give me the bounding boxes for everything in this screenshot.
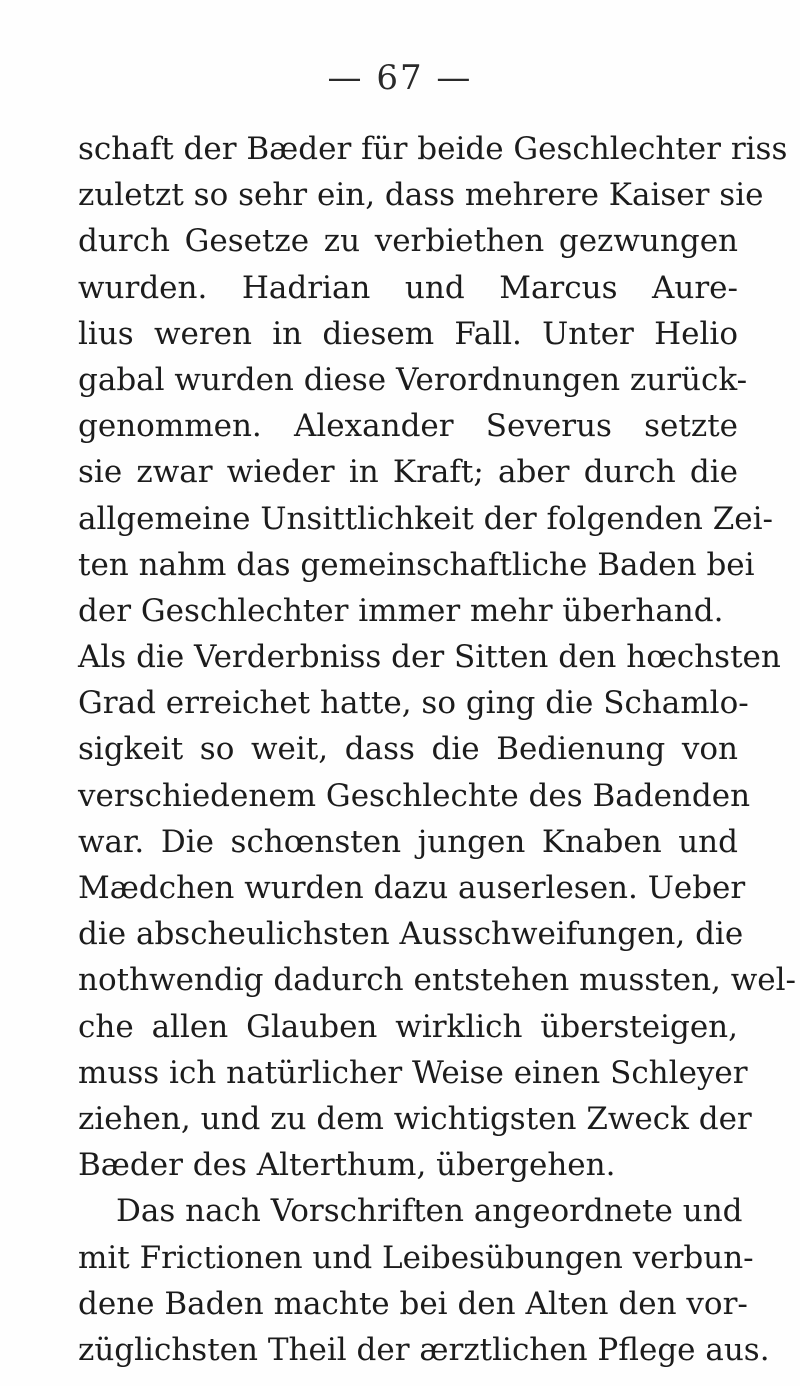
text-line: war. Die schœnsten jungen Knaben und (78, 823, 738, 860)
text-line: Mædchen wurden dazu auserlesen. Ueber (78, 870, 746, 906)
text-line: muss ich natürlicher Weise einen Schleyer (78, 1054, 748, 1091)
text-line: ten nahm das gemeinschaftliche Baden bei (78, 546, 755, 583)
text-line: Das nach Vorschriften angeordnete und (116, 1193, 743, 1230)
page-number: — 67 — (327, 58, 473, 98)
text-line: schaft der Bæder für beide Geschlechter riss (78, 131, 788, 167)
text-line: nothwendig dadurch entstehen mussten, wel- (78, 962, 797, 999)
text-line: durch Gesetze zu verbiethen gezwungen (78, 223, 738, 260)
text-line: Bæder des Alterthum, übergehen. (78, 1147, 616, 1184)
text-line: sigkeit so weit, dass die Bedienung von (78, 731, 738, 768)
text-line: lius weren in diesem Fall. Unter Helio (78, 315, 738, 352)
text-line: züglichsten Theil der ærztlichen Pflege aus. (78, 1331, 770, 1368)
text-line: Als die Verderbniss der Sitten den hœchsten (78, 639, 781, 676)
text-line: verschiedenem Geschlechte des Badenden (78, 777, 751, 814)
text-line: sie zwar wieder in Kraft; aber durch die (78, 454, 738, 491)
text-line: Grad erreichet hatte, so ging die Schamlo- (78, 685, 749, 722)
text-line: mit Frictionen und Leibesübungen verbun- (78, 1239, 754, 1276)
text-line: wurden. Hadrian und Marcus Aure- (78, 269, 738, 306)
text-line: ziehen, und zu dem wichtigsten Zweck der (78, 1100, 752, 1137)
text-line: der Geschlechter immer mehr überhand. (78, 592, 724, 629)
text-line: genommen. Alexander Severus setzte (78, 408, 738, 445)
text-line: allgemeine Unsittlichkeit der folgenden Zei- (78, 500, 774, 537)
text-line: che allen Glauben wirklich übersteigen, (78, 1008, 738, 1045)
text-line: gabal wurden diese Verordnungen zurück- (78, 361, 748, 398)
text-line: dene Baden machte bei den Alten den vor- (78, 1285, 748, 1322)
text-line: zuletzt so sehr ein, dass mehrere Kaiser sie (78, 177, 764, 214)
body-text (78, 126, 797, 1373)
text-line: die abscheulichsten Ausschweifungen, die (78, 916, 744, 953)
